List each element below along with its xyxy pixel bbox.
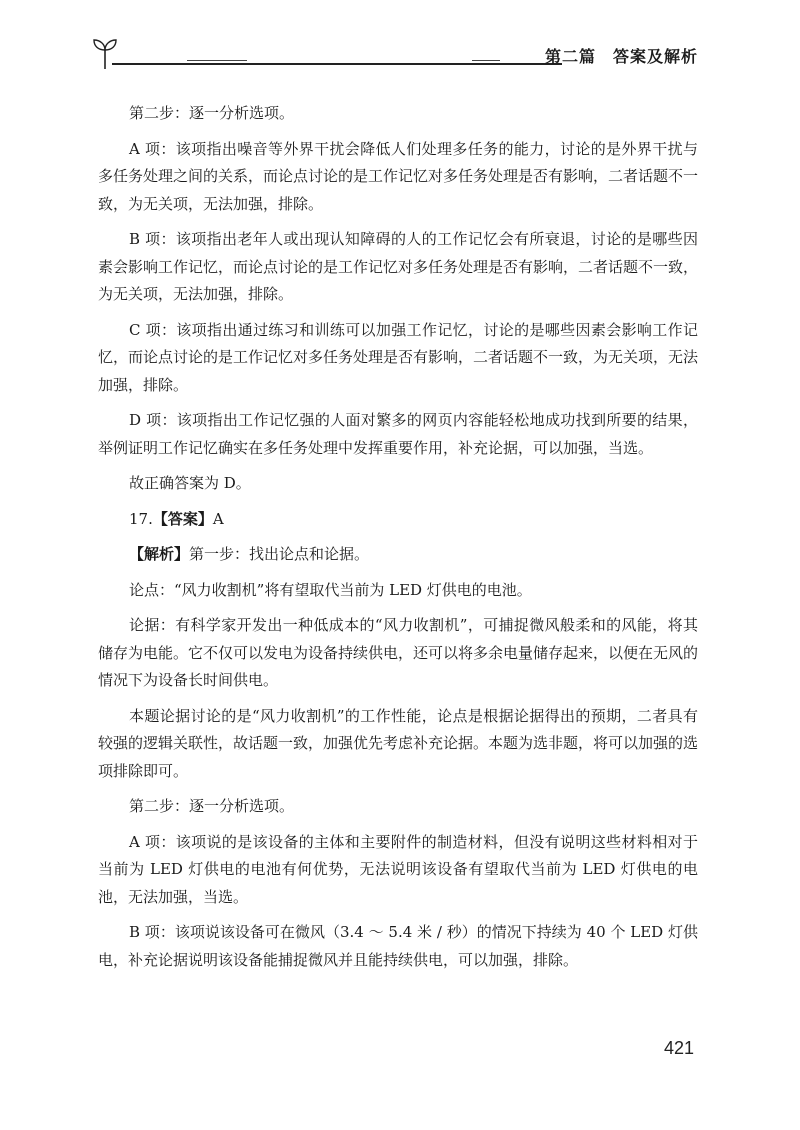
analysis-step: 第一步：找出论点和论据。 [189, 545, 370, 563]
page-header [92, 34, 698, 74]
question-answer-line [98, 506, 698, 534]
paragraph: 论点：“风力收割机”将有望取代当前为 LED 灯供电的电池。 [129, 580, 532, 599]
paragraph: 论据：有科学家开发出一种低成本的“风力收割机”，可捕捉微风般柔和的风能，将其储存为电能。它不仅可以发电为设备持续供电，还可以将多余电量储存起来，以便在无风的情况下为设备长时间供电。 [98, 616, 699, 689]
paragraph: D 项：该项指出工作记忆强的人面对繁多的网页内容能轻松地成功找到所要的结果，举例证明工作记忆确实在多任务处理中发挥重要作用，补充论据，可以加强，当选。 [98, 411, 698, 457]
section-title: 第二篇 答案及解析 [544, 47, 698, 66]
page-number: 421 [663, 1038, 694, 1058]
paragraph: A 项：该项指出噪音等外界干扰会降低人们处理多任务的能力，讨论的是外界干扰与多任务处理之间的关系，而论点讨论的是工作记忆对多任务处理是否有影响，二者话题不一致，为无关项，无法加强，排除。 [98, 139, 699, 213]
header-rule-accent [187, 60, 247, 61]
paragraph: B 项：该项指出老年人或出现认知障碍的人的工作记忆会有所衰退，讨论的是哪些因素会影响工作记忆，而论点讨论的是工作记忆对多任务处理是否有影响，二者话题不一致，为无关项，无法加强，排除。 [98, 230, 699, 303]
answer-tag: 【答案】 [152, 509, 213, 528]
paragraph: C 项：该项指出通过练习和训练可以加强工作记忆，讨论的是哪些因素会影响工作记忆，而论点讨论的是工作记忆对多任务处理是否有影响，二者话题不一致，为无关项，无法加强，排除。 [98, 320, 699, 394]
page-body [98, 100, 698, 982]
paragraph: 故正确答案为 D。 [129, 474, 251, 492]
header-rule-accent [472, 60, 500, 61]
question-number: 17. [129, 509, 153, 528]
paragraph: A 项：该项说的是该设备的主体和主要附件的制造材料，但没有说明这些材料相对于当前为 LED 灯供电的电池有何优势，无法说明该设备有望取代当前为 LED 灯供电的电池，无法加强，当选。 [98, 832, 698, 906]
answer-value: A [212, 509, 224, 528]
paragraph: B 项：该项说该设备可在微风（3.4 ～ 5.4 米 / 秒）的情况下持续为 40 个 LED 灯供电，补充论据说明该设备能捕捉微风并且能持续供电，可以加强，排除。 [98, 923, 698, 969]
analysis-tag: 【解析】 [129, 545, 190, 563]
paragraph: 第二步：逐一分析选项。 [129, 797, 295, 815]
paragraph: 第二步：逐一分析选项。 [129, 104, 295, 122]
analysis-line [98, 541, 698, 569]
header-rule [112, 63, 562, 65]
paragraph: 本题论据讨论的是“风力收割机”的工作性能，论点是根据论据得出的预期，二者具有较强的逻辑关联性，故话题一致，加强优先考虑补充论据。本题为选非题，将可以加强的选项排除即可。 [98, 706, 699, 780]
